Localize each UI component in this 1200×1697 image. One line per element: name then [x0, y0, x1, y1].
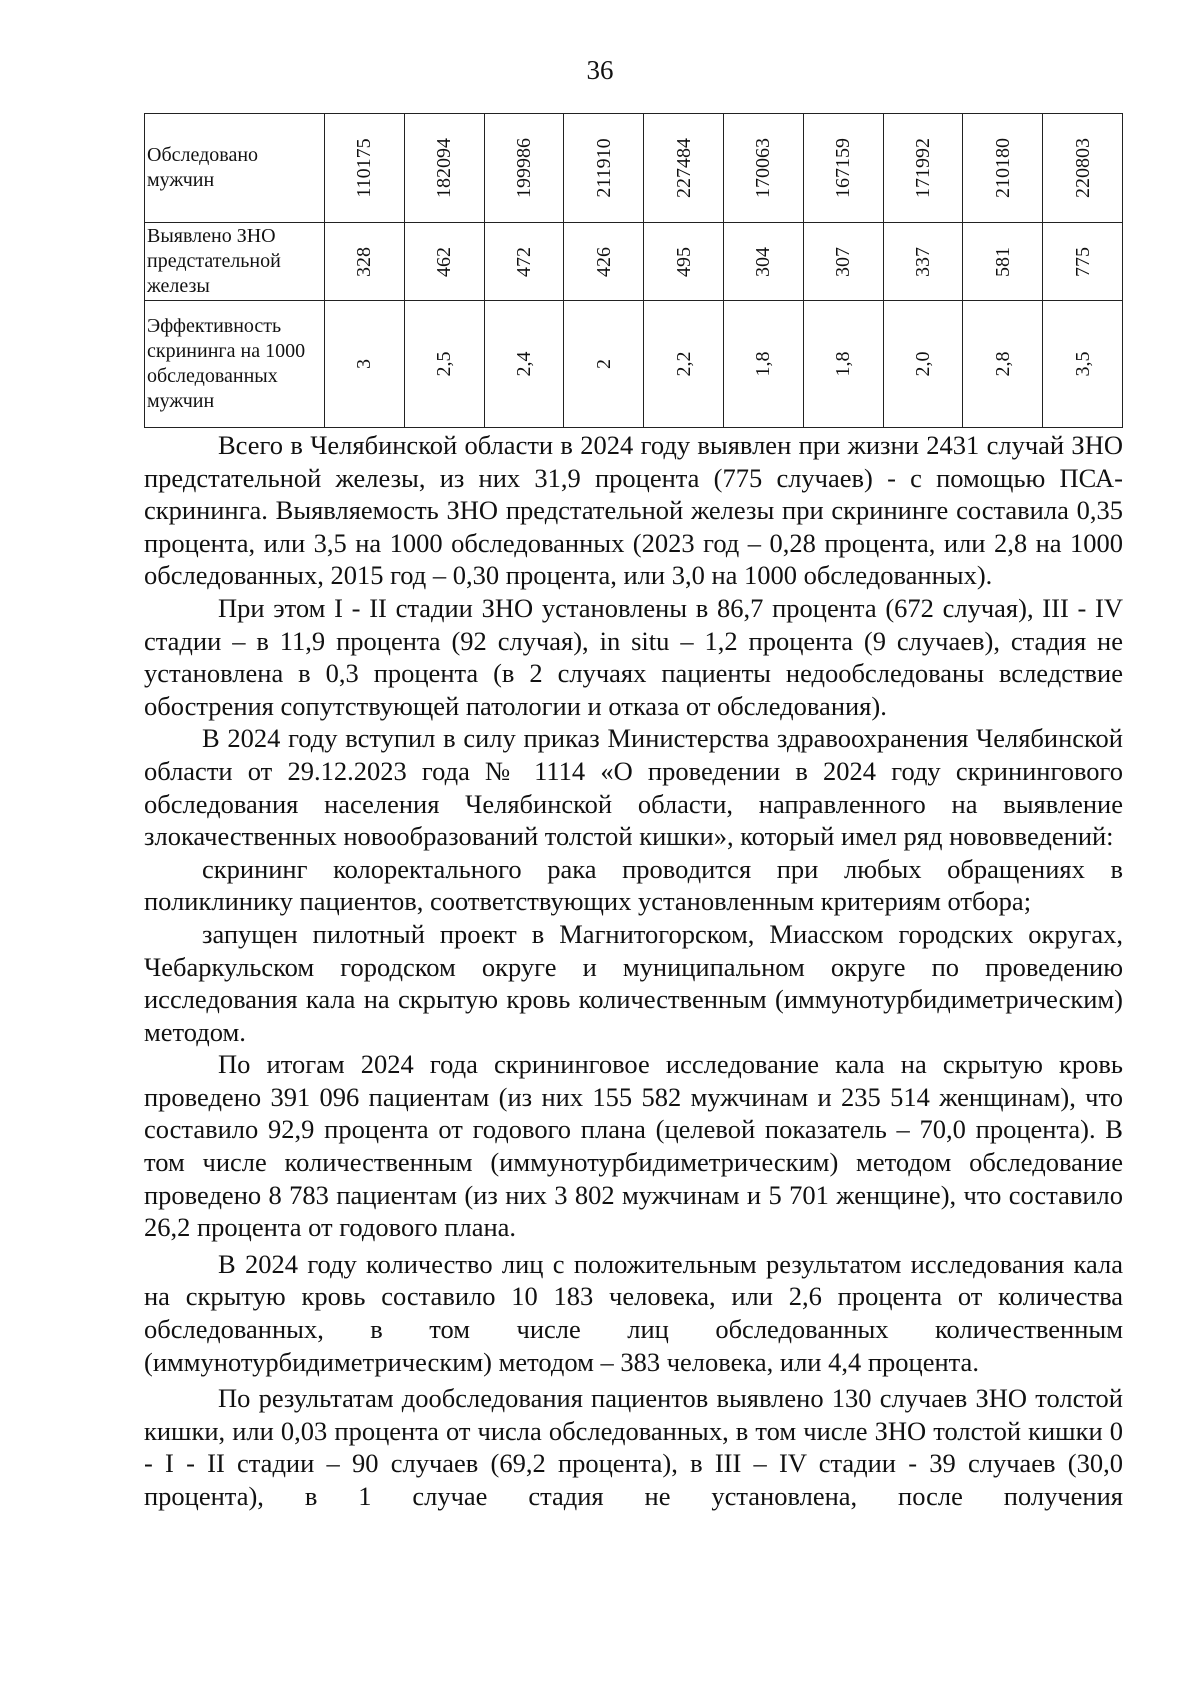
table-cell: [484, 301, 564, 428]
cell-value: 1,8: [832, 351, 855, 377]
cell-value: 304: [752, 246, 775, 277]
body-text: [144, 429, 1123, 1513]
table-cell: [564, 114, 644, 223]
cell-value: 211910: [592, 138, 615, 198]
table-cell: [1043, 114, 1123, 223]
table-cell: [325, 301, 405, 428]
screening-table: [144, 113, 1123, 428]
cell-value: 2,8: [991, 351, 1014, 377]
table-cell: [404, 301, 484, 428]
cell-value: 2: [592, 359, 615, 369]
cell-value: 2,0: [911, 351, 934, 377]
table-cell: [883, 223, 963, 301]
cell-value: 2,2: [672, 351, 695, 377]
paragraph: В 2024 году вступил в силу приказ Министерства здравоохранения Челябинской области от 29.12.2023 года № 1114 «О проведении в 2024 году скринингового обследования населения Челябинской области, направленного на выявление злокачественных новообразований толстой кишки», который имел ряд нововведений:: [144, 723, 1123, 852]
cell-value: 2,4: [512, 351, 535, 377]
table-cell: [803, 114, 883, 223]
row-label-screening-efficiency: Эффективность скрининга на 1000 обследованных мужчин: [145, 301, 325, 428]
table-cell: [963, 223, 1043, 301]
cell-value: 337: [911, 246, 934, 277]
cell-value: 472: [512, 246, 535, 277]
table-row: [145, 114, 1123, 223]
table-row: [145, 301, 1123, 428]
table-cell: [404, 223, 484, 301]
cell-value: 2,5: [433, 351, 456, 377]
cell-value: 110175: [353, 138, 376, 198]
paragraph: По итогам 2024 года скрининговое исследование кала на скрытую кровь проведено 391 096 пациентам (из них 155 582 мужчинам и 235 514 женщинам), что составило 92,9 процента от годового плана (целевой показатель – 70,0 процента). В том числе количественным (иммунотурбидиметрическим) методом обследование проведено 8 783 пациентам (из них 3 802 мужчинам и 5 701 женщине), что составило 26,2 процента от годового плана.: [144, 1049, 1123, 1243]
table-cell: [883, 114, 963, 223]
table-cell: [404, 114, 484, 223]
cell-value: 171992: [911, 138, 934, 198]
table-cell: [644, 301, 724, 428]
table-cell: [484, 114, 564, 223]
table-cell: [644, 223, 724, 301]
cell-value: 3,5: [1071, 351, 1094, 377]
cell-value: 581: [991, 246, 1014, 277]
paragraph: В 2024 году количество лиц с положительным результатом исследования кала на скрытую кровь составило 10 183 человека, или 2,6 процента от количества обследованных, в том числе лиц обследованных количественным (иммунотурбидиметрическим) методом – 383 человека, или 4,4 процента.: [144, 1248, 1123, 1377]
cell-value: 495: [672, 246, 695, 277]
cell-value: 426: [592, 246, 615, 277]
row-label-detected-cancer: Выявлено ЗНО предстательной железы: [145, 223, 325, 301]
cell-value: 167159: [832, 138, 855, 198]
cell-value: 307: [832, 246, 855, 277]
table-cell: [325, 114, 405, 223]
table-cell: [1043, 301, 1123, 428]
table-cell: [963, 301, 1043, 428]
cell-value: 227484: [672, 138, 695, 198]
cell-value: 462: [433, 246, 456, 277]
table-cell: [883, 301, 963, 428]
row-label-examined-men: Обследовано мужчин: [145, 114, 325, 223]
table-cell: [963, 114, 1043, 223]
table-cell: [723, 223, 803, 301]
table-cell: [564, 301, 644, 428]
cell-value: 210180: [991, 138, 1014, 198]
table-cell: [564, 223, 644, 301]
cell-value: 3: [353, 359, 376, 369]
list-item: запущен пилотный проект в Магнитогорском, Миасском городских округах, Чебаркульском городском округе и муниципальном округе по проведению исследования кала на скрытую кровь количественным (иммунотурбидиметрическим) методом.: [144, 918, 1123, 1047]
list-item: скрининг колоректального рака проводится при любых обращениях в поликлинику пациентов, соответствующих установленным критериям отбора;: [144, 853, 1123, 917]
paragraph: При этом I - II стадии ЗНО установлены в 86,7 процента (672 случая), III - IV стадии – в 11,9 процента (92 случая), in situ – 1,2 процента (9 случаев), стадия не установлена в 0,3 процента (в 2 случаях пациенты недообследованы вследствие обострения сопутствующей патологии и отказа от обследования).: [144, 592, 1123, 721]
cell-value: 170063: [752, 138, 775, 198]
table-cell: [803, 301, 883, 428]
table-cell: [484, 223, 564, 301]
cell-value: 220803: [1071, 138, 1094, 198]
table-cell: [723, 301, 803, 428]
paragraph: По результатам дообследования пациентов выявлено 130 случаев ЗНО толстой кишки, или 0,03 процента от числа обследованных, в том числе ЗНО толстой кишки 0 - I - II стадии – 90 случаев (69,2 процента), в III – IV стадии - 39 случаев (30,0 процента), в 1 случае стадия не установлена, после получения: [144, 1383, 1123, 1511]
page-number: 36: [586, 55, 614, 85]
table-cell: [1043, 223, 1123, 301]
table-cell: [723, 114, 803, 223]
table-row: [145, 223, 1123, 301]
table-cell: [325, 223, 405, 301]
cell-value: 1,8: [752, 351, 775, 377]
cell-value: 328: [353, 246, 376, 277]
cell-value: 182094: [433, 138, 456, 198]
cell-value: 199986: [512, 138, 535, 198]
table-cell: [644, 114, 724, 223]
paragraph: Всего в Челябинской области в 2024 году выявлен при жизни 2431 случай ЗНО предстательной железы, из них 31,9 процента (775 случаев) - с помощью ПСА-скрининга. Выявляемость ЗНО предстательной железы при скрининге составила 0,35 процента, или 3,5 на 1000 обследованных (2023 год – 0,28 процента, или 2,8 на 1000 обследованных, 2015 год – 0,30 процента, или 3,0 на 1000 обследованных).: [144, 430, 1123, 591]
cell-value: 775: [1071, 246, 1094, 277]
table-cell: [803, 223, 883, 301]
